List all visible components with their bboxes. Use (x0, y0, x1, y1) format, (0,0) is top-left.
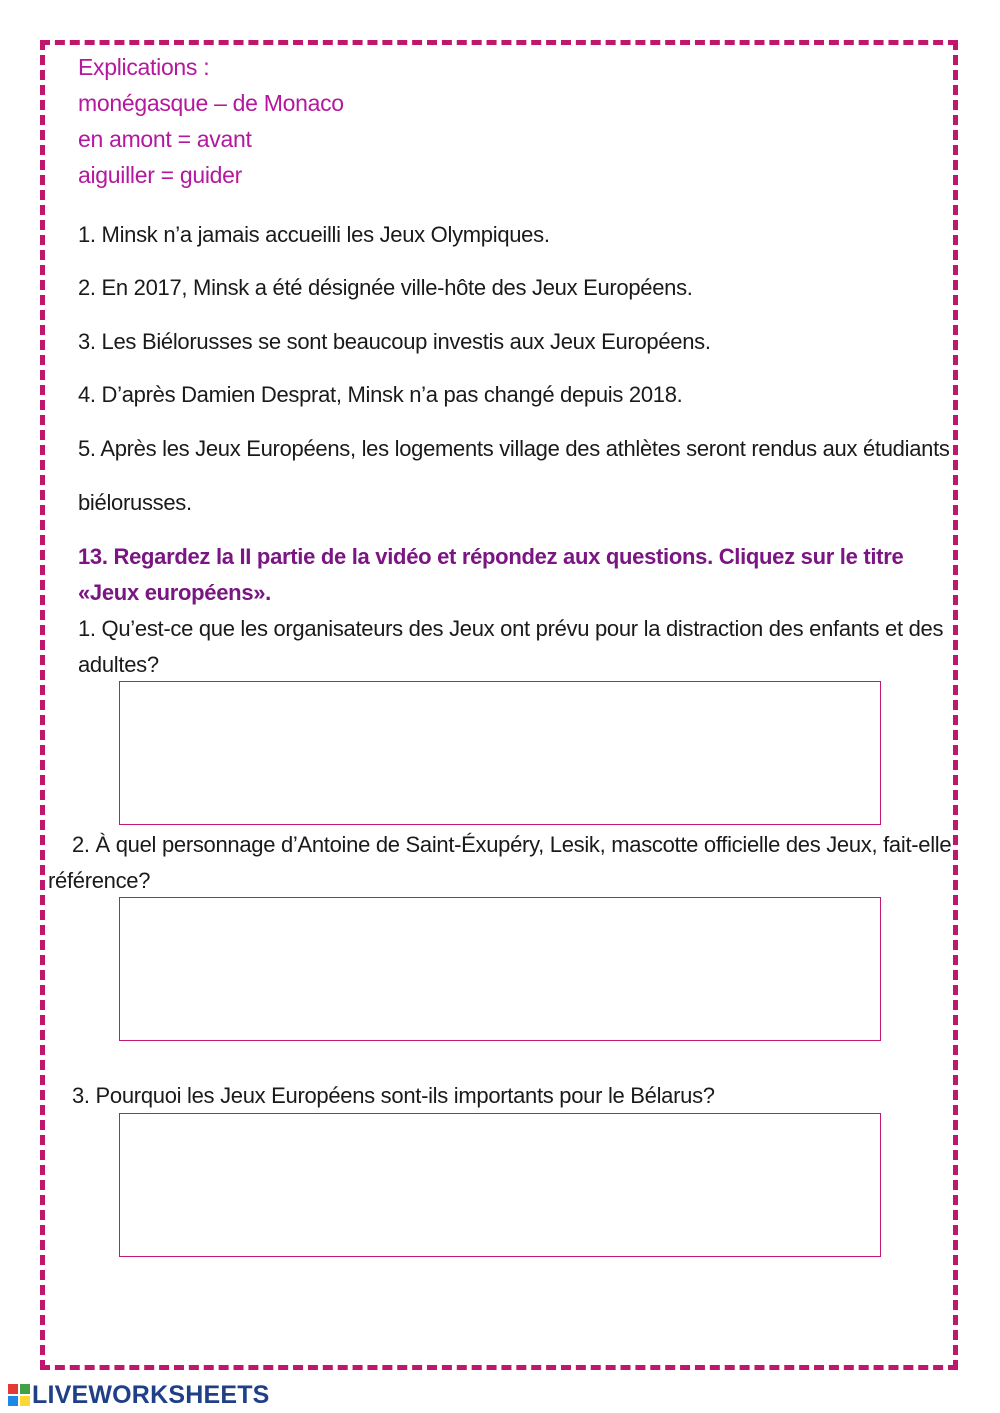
statement-4: 4. D’après Damien Desprat, Minsk n’a pas changé depuis 2018. (78, 382, 683, 407)
brand-name: LIVEWORKSHEETS (32, 1380, 270, 1409)
section-13-heading-continued: «Jeux européens». (78, 580, 271, 605)
question-1-continued: adultes? (78, 652, 159, 677)
statement-2: 2. En 2017, Minsk a été désignée ville-hôte des Jeux Européens. (78, 275, 693, 300)
explanations-title: Explications : (78, 54, 210, 80)
statement-3: 3. Les Biélorusses se sont beaucoup investis aux Jeux Européens. (78, 329, 711, 354)
question-1: 1. Qu’est-ce que les organisateurs des Jeux ont prévu pour la distraction des enfants et des (78, 616, 944, 641)
liveworksheets-brand[interactable] (8, 1381, 270, 1409)
answer-box-2[interactable] (119, 897, 881, 1041)
answer-box-1[interactable] (119, 681, 881, 825)
section-13-heading: 13. Regardez la II partie de la vidéo et répondez aux questions. Cliquez sur le titre (78, 544, 904, 569)
explanation-item: monégasque – de Monaco (78, 90, 344, 116)
statement-1: 1. Minsk n’a jamais accueilli les Jeux Olympiques. (78, 222, 550, 247)
question-2-continued: référence? (48, 868, 151, 893)
liveworksheets-logo-icon (8, 1384, 30, 1406)
statement-5-continued: biélorusses. (78, 490, 192, 515)
answer-box-3[interactable] (119, 1113, 881, 1257)
statement-5: 5. Après les Jeux Européens, les logements village des athlètes seront rendus aux étudiants (78, 436, 950, 461)
question-3: 3. Pourquoi les Jeux Européens sont-ils importants pour le Bélarus? (72, 1083, 715, 1108)
question-2: 2. À quel personnage d’Antoine de Saint-Éxupéry, Lesik, mascotte officielle des Jeux, fait-elle (72, 832, 952, 857)
explanation-item: en amont = avant (78, 126, 252, 152)
explanation-item: aiguiller = guider (78, 162, 243, 188)
